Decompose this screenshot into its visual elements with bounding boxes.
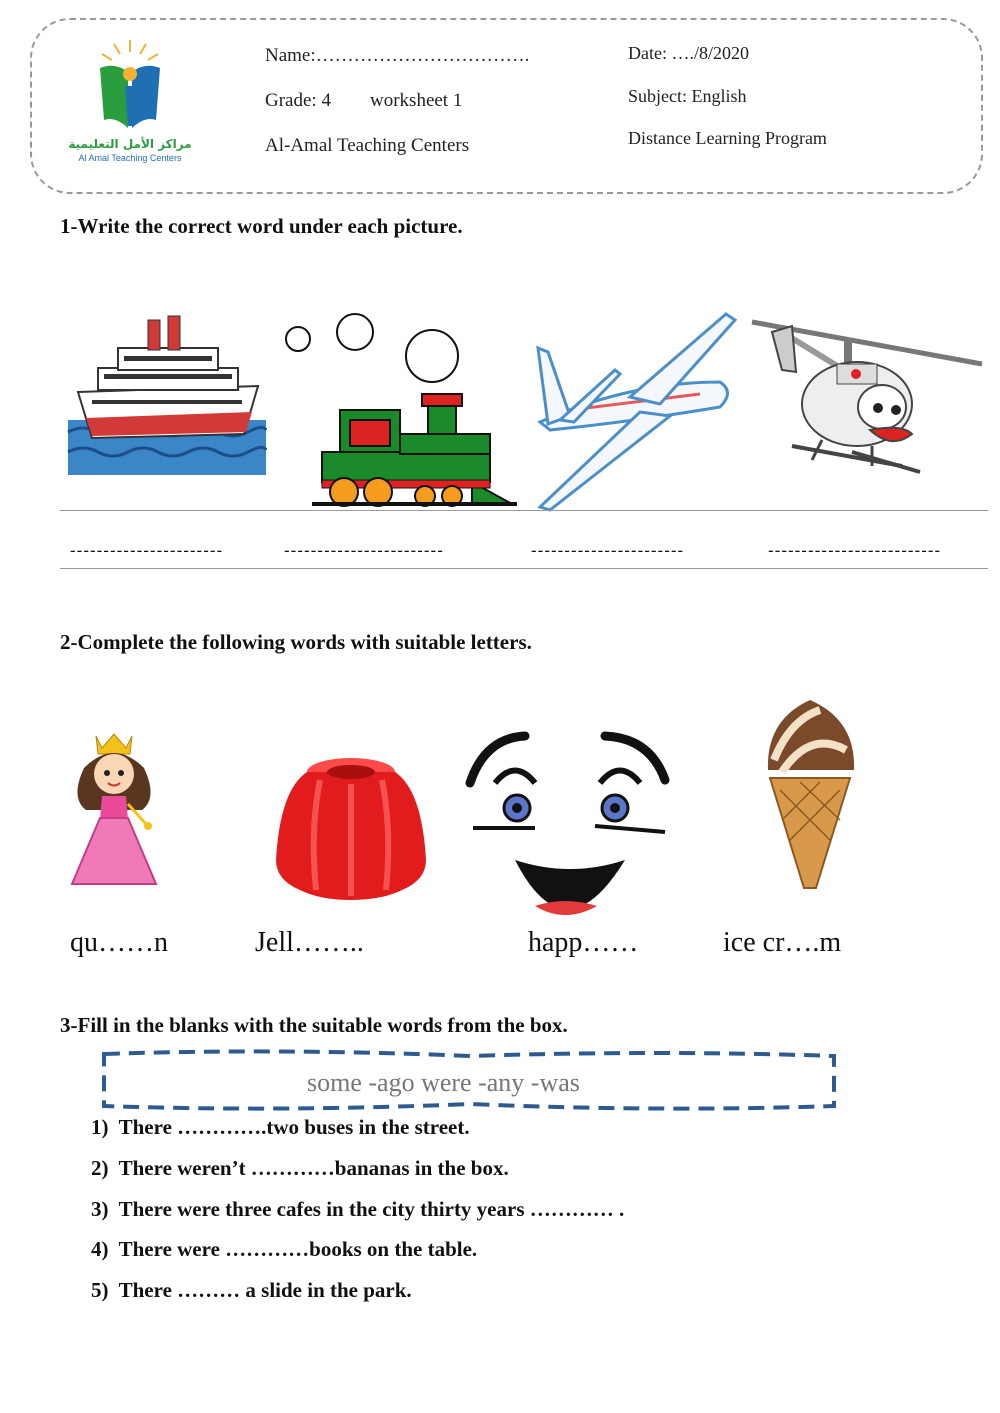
- happy-face-icon: [465, 728, 670, 933]
- ice-cream-icon: [760, 700, 860, 895]
- sentence-number: 5): [91, 1278, 109, 1302]
- word-box-text: some -ago were -any -was: [307, 1068, 580, 1097]
- word-jelly[interactable]: Jell……..: [255, 927, 364, 958]
- sentence-text[interactable]: There were three cafes in the city thirty years ………… .: [118, 1197, 625, 1221]
- sentence-3[interactable]: [91, 1197, 624, 1222]
- sentence-text[interactable]: There ………….two buses in the street.: [118, 1115, 470, 1139]
- answer-blank-1[interactable]: -----------------------: [70, 541, 224, 560]
- divider-top: [60, 510, 988, 511]
- date-field[interactable]: Date: …./8/2020: [628, 43, 749, 63]
- sentence-number: 1): [91, 1115, 109, 1139]
- svg-text:Al Amal Teaching Centers: Al Amal Teaching Centers: [78, 153, 182, 163]
- sentence-5[interactable]: [91, 1278, 412, 1303]
- section3-title: 3-Fill in the blanks with the suitable words from the box.: [60, 1013, 568, 1037]
- airplane-icon: [530, 312, 735, 517]
- subject-label: Subject: English: [628, 86, 747, 106]
- grade-label: Grade: 4: [265, 90, 331, 111]
- sentence-1[interactable]: [91, 1115, 470, 1140]
- queen-icon: [66, 728, 161, 895]
- logo: [70, 38, 190, 168]
- section2-title: 2-Complete the following words with suitable letters.: [60, 630, 532, 654]
- ship-icon: [68, 312, 268, 482]
- answer-blank-3[interactable]: -----------------------: [531, 541, 685, 560]
- sentence-number: 2): [91, 1156, 109, 1180]
- logo-icon: [70, 38, 190, 168]
- helicopter-icon: [752, 312, 987, 482]
- word-ice-cream[interactable]: ice cr….m: [723, 927, 842, 958]
- program-label: Distance Learning Program: [628, 128, 827, 148]
- sentence-number: 3): [91, 1197, 109, 1221]
- name-field[interactable]: Name:…………………………….: [265, 45, 530, 66]
- center-name: Al-Amal Teaching Centers: [265, 135, 470, 156]
- train-icon: [282, 312, 517, 517]
- divider-bottom: [60, 568, 988, 569]
- answer-blank-4[interactable]: --------------------------: [768, 541, 942, 560]
- sentence-2[interactable]: [91, 1156, 509, 1181]
- sentence-text[interactable]: There weren’t …………bananas in the box.: [118, 1156, 509, 1180]
- sentence-text[interactable]: There were …………books on the table.: [118, 1237, 478, 1261]
- word-queen[interactable]: qu……n: [70, 927, 168, 958]
- answer-blank-2[interactable]: ------------------------: [284, 541, 444, 560]
- section1-title: 1-Write the correct word under each picture.: [60, 214, 463, 238]
- worksheet-label: worksheet 1: [370, 90, 463, 111]
- word-happy[interactable]: happ……: [528, 927, 639, 958]
- sentence-text[interactable]: There ……… a slide in the park.: [118, 1278, 412, 1302]
- jelly-icon: [270, 750, 432, 920]
- svg-text:مراكز الأمل التعليمية: مراكز الأمل التعليمية: [68, 137, 192, 151]
- sentence-4[interactable]: [91, 1237, 477, 1262]
- sentence-number: 4): [91, 1237, 109, 1261]
